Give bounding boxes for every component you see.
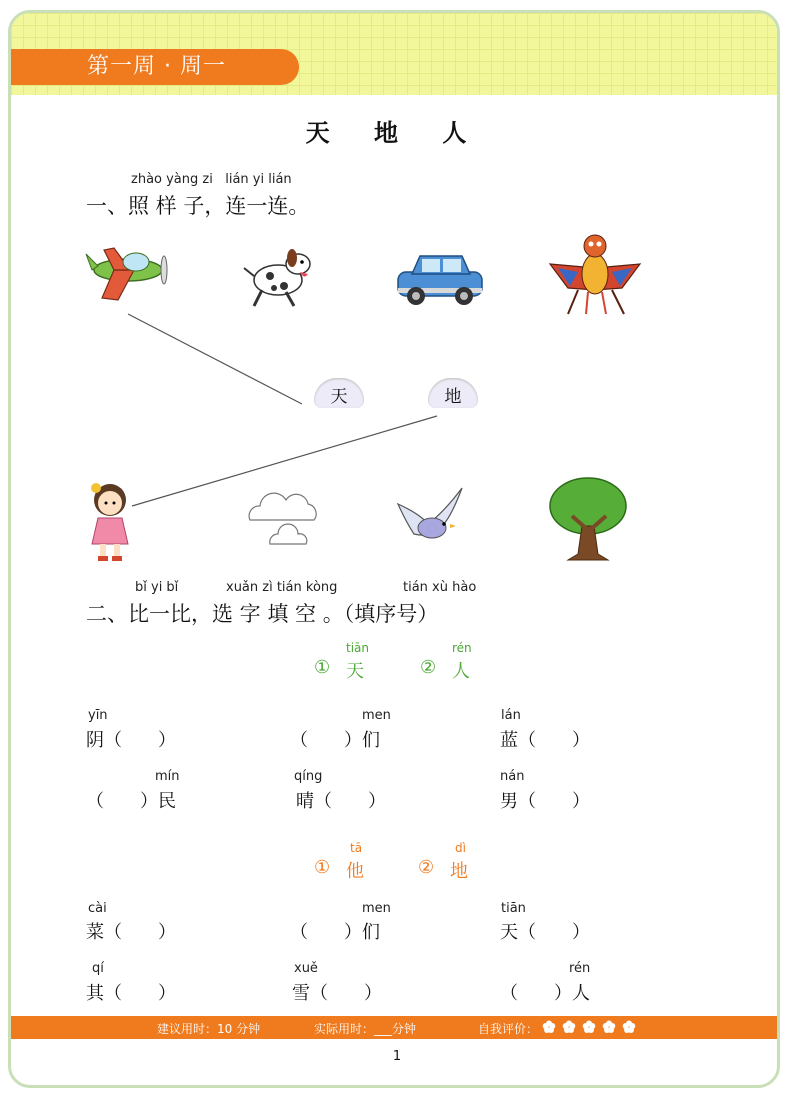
fill-blank[interactable]: （ ）人 xyxy=(500,983,590,1004)
cell-pinyin: cài xyxy=(88,901,107,916)
fill-blank[interactable]: 雪（ ） xyxy=(292,983,382,1004)
mushroom-char: 地 xyxy=(444,387,462,407)
connector-line xyxy=(128,314,302,404)
option-1-number: ① xyxy=(314,657,331,678)
fill-blank[interactable]: （ ）们 xyxy=(290,922,380,943)
option-1-char: 他 xyxy=(346,861,364,882)
fill-blank[interactable]: 蓝（ ） xyxy=(500,730,590,751)
suggested-time: 建议用时：10 分钟 xyxy=(157,1022,261,1036)
self-evaluation-label: 自我评价： xyxy=(478,1022,539,1036)
fill-blank[interactable]: （ ）们 xyxy=(290,730,380,751)
page-number: 1 xyxy=(392,1049,402,1064)
cell-pinyin: qíng xyxy=(294,769,323,784)
cloud-icon xyxy=(240,486,328,550)
section2-pinyin-1: bǐ yi bǐ xyxy=(135,580,179,595)
page-title: 天 地 人 xyxy=(305,118,485,147)
cell-pinyin: lán xyxy=(501,708,521,723)
fill-blank[interactable]: （ ）民 xyxy=(86,791,176,812)
girl-icon xyxy=(84,478,136,564)
cell-pinyin: rén xyxy=(569,961,591,976)
mushroom-char: 天 xyxy=(330,387,348,407)
cell-pinyin: mín xyxy=(155,769,180,784)
fill-blank[interactable]: 天（ ） xyxy=(500,922,590,943)
option-2-char: 人 xyxy=(452,661,470,682)
fill-blank[interactable]: 菜（ ） xyxy=(86,922,176,943)
section2-heading: 二、比一比，选 字 填 空 。（填序号） xyxy=(86,602,439,626)
fill-blank[interactable]: 阴（ ） xyxy=(86,730,176,751)
option-1-number: ① xyxy=(314,857,331,878)
cell-pinyin: men xyxy=(362,901,391,916)
cell-pinyin: qí xyxy=(92,961,104,976)
section2-pinyin-3: tián xù hào xyxy=(403,580,477,595)
day-label: 第一周 · 周一 xyxy=(11,49,299,85)
cell-pinyin: nán xyxy=(500,769,525,784)
option-pinyin: tā xyxy=(350,841,363,855)
fill-blank[interactable]: 其（ ） xyxy=(86,983,176,1004)
fill-blank[interactable]: 男（ ） xyxy=(500,791,590,812)
option-1-char: 天 xyxy=(346,661,364,682)
section2-pinyin-2: xuǎn zì tián kòng xyxy=(226,580,338,595)
actual-time: 实际用时：___分钟 xyxy=(314,1022,417,1036)
cell-pinyin: xuě xyxy=(294,961,318,976)
cell-pinyin: men xyxy=(362,708,391,723)
section1-pinyin: zhào yàng zi lián yi lián xyxy=(131,172,292,187)
option-pinyin: rén xyxy=(452,641,472,655)
option-2-char: 地 xyxy=(450,861,468,882)
option-2-number: ② xyxy=(420,657,437,678)
option-pinyin: tiān xyxy=(346,641,369,655)
fill-blank[interactable]: 晴（ ） xyxy=(296,791,386,812)
section1-heading: 一、照 样 子，连一连。 xyxy=(86,194,310,218)
option-2-number: ② xyxy=(418,857,435,878)
cell-pinyin: yīn xyxy=(88,708,108,723)
cell-pinyin: tiān xyxy=(501,901,526,916)
mushroom-di xyxy=(428,378,478,412)
tree-icon xyxy=(548,476,628,562)
mushroom-tian xyxy=(314,378,364,412)
bird-icon xyxy=(394,484,468,548)
option-pinyin: dì xyxy=(455,841,466,855)
